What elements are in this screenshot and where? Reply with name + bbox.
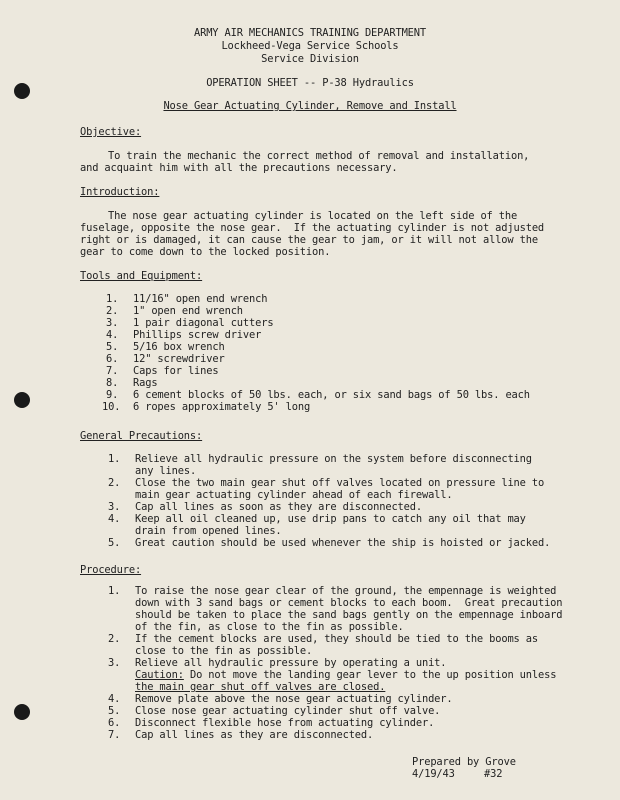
item-number: 6.: [108, 717, 121, 729]
item-text: should be taken to place the sand bags gently on the empennage inboard: [135, 609, 563, 621]
item-text: drain from opened lines.: [135, 525, 282, 537]
item-number: 8.: [106, 377, 119, 389]
item-text: of the fin, as close to the fin as possible.: [135, 621, 404, 633]
item-number: 7.: [106, 365, 119, 377]
item-number: 4.: [108, 693, 121, 705]
objective-heading: Objective:: [80, 126, 142, 138]
objective-line: To train the mechanic the correct method of removal and installation,: [108, 150, 530, 162]
caution-text: Do not move the landing gear lever to the up position unless: [183, 669, 557, 681]
procedure-heading: Procedure:: [80, 564, 142, 576]
item-text: any lines.: [135, 465, 197, 477]
item-text: down with 3 sand bags or cement blocks to each boom. Great precaution: [135, 597, 563, 609]
item-number: 3.: [108, 501, 121, 513]
item-text: Close the two main gear shut off valves located on pressure line to: [135, 477, 545, 489]
item-number: 7.: [108, 729, 121, 741]
item-text: If the cement blocks are used, they should be tied to the booms as: [135, 633, 538, 645]
item-text: close to the fin as possible.: [135, 645, 313, 657]
list-item: [108, 634, 558, 658]
item-text: 1 pair diagonal cutters: [133, 317, 274, 329]
list-item: [102, 402, 542, 414]
operation-sheet-title: OPERATION SHEET -- P-38 Hydraulics: [206, 77, 414, 89]
punch-hole: [14, 392, 30, 408]
punch-hole: [14, 704, 30, 720]
item-text: Keep all oil cleaned up, use drip pans to catch any oil that may: [135, 513, 526, 525]
item-text: Great caution should be used whenever the ship is hoisted or jacked.: [135, 537, 551, 549]
item-number: 4.: [108, 513, 121, 525]
item-text: To raise the nose gear clear of the ground, the empennage is weighted: [135, 585, 557, 597]
item-number: 6.: [106, 353, 119, 365]
item-number: 9.: [106, 389, 119, 401]
prepared-by: Prepared by Grove: [412, 756, 516, 768]
list-item: [108, 538, 558, 550]
list-item: [108, 585, 563, 634]
list-item: [106, 366, 546, 378]
item-text: Remove plate above the nose gear actuating cylinder.: [135, 693, 453, 705]
precautions-heading: General Precautions:: [80, 430, 203, 442]
introduction-line: The nose gear actuating cylinder is located on the left side of the: [108, 210, 518, 222]
list-item: [108, 454, 548, 478]
introduction-line: right or is damaged, it can cause the gear to jam, or it will not allow the: [80, 234, 538, 246]
caution-text: the main gear shut off valves are closed.: [135, 681, 386, 693]
item-number: 2.: [108, 633, 121, 645]
department-title: ARMY AIR MECHANICS TRAINING DEPARTMENT: [193, 27, 427, 39]
caution-label: Caution:: [135, 669, 184, 681]
item-text: main gear actuating cylinder ahead of each firewall.: [135, 489, 453, 501]
item-number: 3.: [106, 317, 119, 329]
item-number: 1.: [108, 453, 121, 465]
item-text: 6 ropes approximately 5' long: [133, 401, 311, 413]
sheet-number: #32: [484, 768, 503, 780]
item-text: Cap all lines as they are disconnected.: [135, 729, 374, 741]
item-number: 5.: [108, 705, 121, 717]
introduction-line: gear to come down to the locked position.: [80, 246, 331, 258]
item-number: 1.: [106, 293, 119, 305]
item-text: Relieve all hydraulic pressure on the system before disconnecting: [135, 453, 532, 465]
prepared-date: 4/19/43: [412, 768, 455, 780]
item-text: Phillips screw driver: [133, 329, 262, 341]
item-number: 3.: [108, 657, 121, 669]
item-text: 6 cement blocks of 50 lbs. each, or six sand bags of 50 lbs. each: [133, 389, 530, 401]
item-text: Rags: [133, 377, 158, 389]
item-number: 4.: [106, 329, 119, 341]
item-text: Caps for lines: [133, 365, 219, 377]
list-item: [108, 730, 558, 742]
item-text: 5/16 box wrench: [133, 341, 225, 353]
list-item: [108, 478, 548, 502]
division-name: Service Division: [261, 53, 359, 65]
item-number: 10.: [102, 401, 121, 413]
item-text: 11/16" open end wrench: [133, 293, 268, 305]
introduction-line: fuselage, opposite the nose gear. If the actuating cylinder is not adjusted: [80, 222, 545, 234]
item-text: 1" open end wrench: [133, 305, 243, 317]
item-number: 2.: [106, 305, 119, 317]
item-number: 1.: [108, 585, 121, 597]
item-number: 2.: [108, 477, 121, 489]
item-text: 12" screwdriver: [133, 353, 225, 365]
school-name: Lockheed-Vega Service Schools: [221, 40, 399, 52]
list-item: [108, 658, 558, 694]
tools-heading: Tools and Equipment:: [80, 270, 203, 282]
item-text: Disconnect flexible hose from actuating cylinder.: [135, 717, 435, 729]
introduction-heading: Introduction:: [80, 186, 160, 198]
item-text: Relieve all hydraulic pressure by operating a unit.: [135, 657, 447, 669]
page-title: Nose Gear Actuating Cylinder, Remove and Install: [163, 100, 457, 112]
objective-line: and acquaint him with all the precautions necessary.: [80, 162, 398, 174]
item-number: 5.: [108, 537, 121, 549]
item-text: Close nose gear actuating cylinder shut off valve.: [135, 705, 441, 717]
list-item: [108, 514, 548, 538]
item-text: Cap all lines as soon as they are disconnected.: [135, 501, 422, 513]
item-number: 5.: [106, 341, 119, 353]
